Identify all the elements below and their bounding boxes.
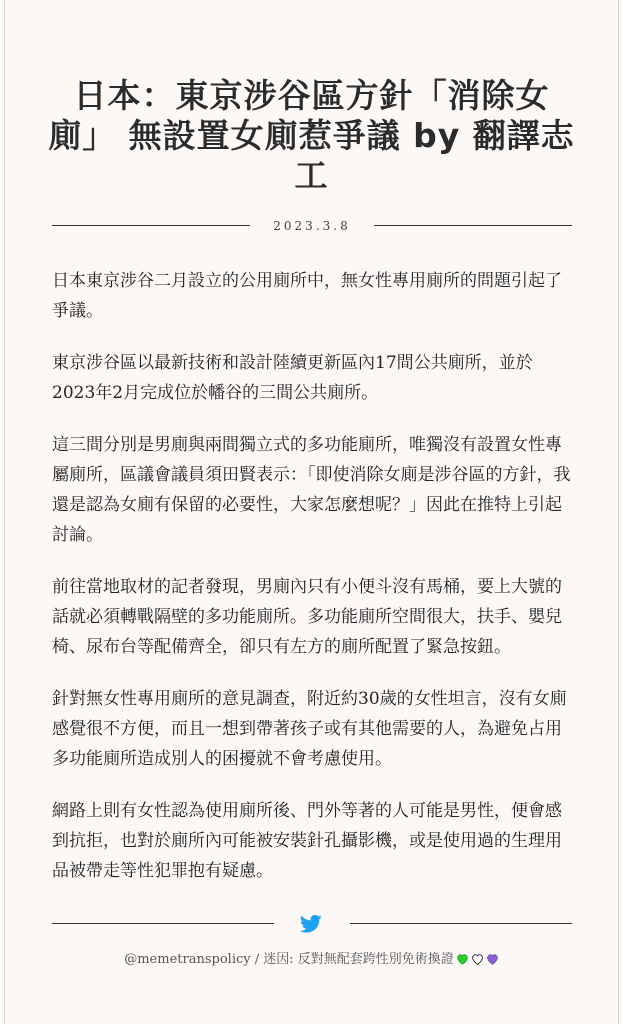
paragraph-1: 日本東京涉谷二月設立的公用廁所中，無女性專用廁所的問題引起了爭議。 bbox=[52, 271, 562, 321]
footer-divider-left bbox=[52, 923, 274, 924]
green-heart-icon bbox=[456, 953, 469, 965]
article-date: 2023.3.8 bbox=[273, 219, 351, 233]
paragraph-5: 針對無女性專用廁所的意見調查，附近約30歲的女性坦言，沒有女廁感覺很不方便，而且一想到帶著孩子或有其他需要的人，為避免占用多功能廁所造成別人的困擾就不會考慮使用。 bbox=[52, 689, 567, 769]
purple-heart-icon bbox=[486, 953, 499, 965]
paragraph-2: 東京涉谷區以最新技術和設計陸續更新區內17間公共廁所，並於2023年2月完成位於幡谷的三間公共廁所。 bbox=[52, 353, 533, 403]
paragraph-6: 網路上則有女性認為使用廁所後、門外等著的人可能是男性，便會感到抗拒，也對於廁所內可能被安裝針孔攝影機，或是使用過的生理用品被帶走等性犯罪抱有疑慮。 bbox=[52, 801, 562, 881]
credit-text: @memetranspolicy / 迷因: 反對無配套跨性別免術換證 bbox=[124, 952, 454, 967]
date-divider-right bbox=[374, 225, 572, 226]
paragraph-3: 這三間分別是男廁與兩間獨立式的多功能廁所，唯獨沒有設置女性專屬廁所，區議會議員須田賢表示：「即使消除女廁是涉谷區的方針，我還是認為女廁有保留的必要性，大家怎麼想呢？」因此在推特上引起討論。 bbox=[52, 435, 571, 545]
article-title: 日本：東京涉谷區方針「消除女廁」 無設置女廁惹爭議 by 翻譯志工 bbox=[48, 76, 575, 195]
paragraph-4: 前往當地取材的記者發現，男廁內只有小便斗沒有馬桶，要上大號的話就必須轉戰隔壁的多功能廁所。多功能廁所空間很大，扶手、嬰兒椅、尿布台等配備齊全，卻只有左方的廁所配置了緊急按鈕。 bbox=[52, 577, 562, 657]
page-border-right bbox=[618, 0, 619, 1024]
white-heart-icon bbox=[471, 953, 484, 965]
article-body bbox=[52, 266, 572, 908]
page-border-left bbox=[4, 0, 5, 1024]
date-row bbox=[52, 216, 572, 236]
twitter-bird-icon bbox=[300, 914, 322, 934]
footer-credit bbox=[20, 950, 603, 970]
footer-divider-right bbox=[350, 923, 572, 924]
footer-divider bbox=[52, 914, 572, 934]
